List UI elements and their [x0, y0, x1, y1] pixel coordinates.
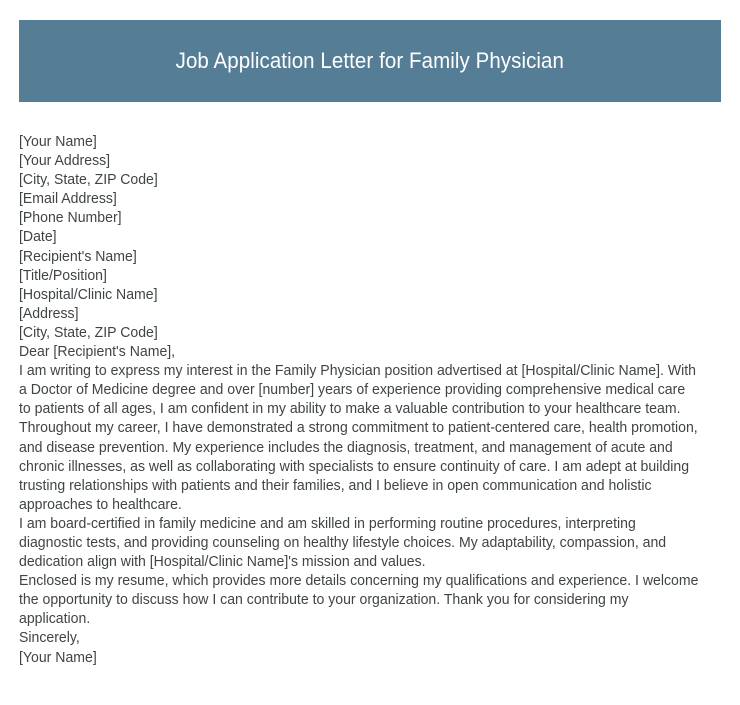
page-title: Job Application Letter for Family Physician: [175, 47, 565, 73]
sender-address-block: [19, 133, 724, 248]
document-header-banner: [19, 20, 721, 102]
sender-line: [Date]: [19, 229, 57, 246]
recipient-line: [Recipient's Name]: [19, 248, 137, 265]
signature: [Your Name]: [19, 649, 97, 666]
sender-line: [Email Address]: [19, 191, 117, 208]
sender-line: [Your Address]: [19, 153, 111, 170]
recipient-line: [Hospital/Clinic Name]: [19, 286, 158, 303]
recipient-address-block: [19, 248, 724, 343]
recipient-line: [City, State, ZIP Code]: [19, 324, 158, 341]
letter-paragraph: Throughout my career, I have demonstrated a strong commitment to patient-centered care, health promotion, and disease prevention. My experience includes the diagnosis, treatment, and management of acute and chronic illnesses, as well as collaborating with specialists to ensure continuity of care. I am adept at building trusting relationships with patients and their families, and I believe in open communication and holistic approaches to healthcare.: [19, 420, 698, 513]
letter-body: [19, 133, 724, 668]
closing: Sincerely,: [19, 630, 80, 647]
recipient-line: [Title/Position]: [19, 267, 107, 284]
letter-paragraph: I am board-certified in family medicine and am skilled in performing routine procedures, interpreting diagnostic tests, and providing counseling on healthy lifestyle choices. My adaptability, compassion, and dedication align with [Hospital/Clinic Name]'s mission and values.: [19, 515, 667, 571]
sender-line: [Phone Number]: [19, 210, 122, 227]
salutation: Dear [Recipient's Name],: [19, 344, 176, 361]
letter-paragraph: I am writing to express my interest in the Family Physician position advertised at [Hospital/Clinic Name]. With a Doctor of Medicine degree and over [number] years of experience providing comprehensive medical care to patients of all ages, I am confident in my ability to make a valuable contribution to your healthcare team.: [19, 363, 697, 418]
recipient-line: [Address]: [19, 305, 79, 322]
sender-line: [City, State, ZIP Code]: [19, 172, 158, 189]
letter-paragraph: Enclosed is my resume, which provides more details concerning my qualifications and experience. I welcome the opportunity to discuss how I can contribute to your organization. Thank you for considering my application.: [19, 573, 699, 628]
sender-line: [Your Name]: [19, 134, 97, 150]
